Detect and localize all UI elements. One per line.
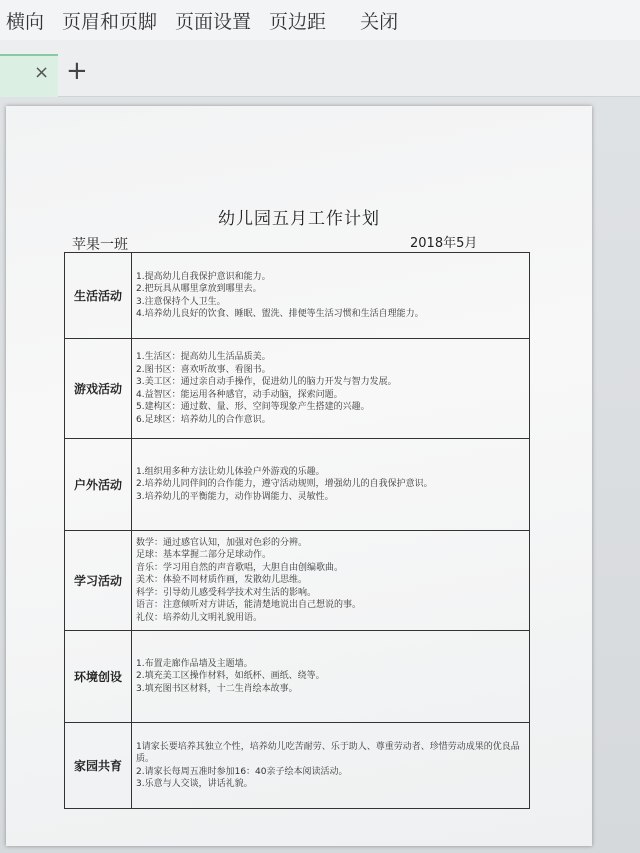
content-line: 数学：通过感官认知，加强对色彩的分辨。 <box>136 537 308 548</box>
content-line: 4.培养幼儿良好的饮食、睡眠、盥洗、排便等生活习惯和生活自理能力。 <box>136 309 424 319</box>
content-line: 1.生活区：提高幼儿生活品质美。 <box>136 352 271 362</box>
content-line: 3.注意保持个人卫生。 <box>136 296 226 307</box>
category-cell: 生活活动 <box>65 253 132 339</box>
content-line: 5.建构区：通过数、量、形、空间等现象产生搭建的兴趣。 <box>136 402 370 412</box>
document-page[interactable] <box>6 106 592 846</box>
page-title: 幼儿园五月工作计划 <box>218 209 380 229</box>
plan-date: 2018年5月 <box>410 236 478 251</box>
content-line: 科学：引导幼儿感受科学技术对生活的影响。 <box>136 587 317 598</box>
close-icon[interactable]: × <box>34 62 50 83</box>
content-line: 1.提高幼儿自我保护意识和能力。 <box>136 271 271 282</box>
category-cell: 环境创设 <box>65 631 132 723</box>
table-row <box>65 253 530 339</box>
content-line: 1.布置走廊作品墙及主题墙。 <box>136 658 253 669</box>
content-cell <box>132 253 530 339</box>
content-cell <box>132 631 530 723</box>
landscape-button[interactable]: 横向 <box>6 10 45 33</box>
content-line: 3.乐意与人交谈，讲话礼貌。 <box>136 779 253 789</box>
content-line: 足球：基本掌握二部分足球动作。 <box>136 550 272 561</box>
content-line: 3.填充图书区材料，十二生肖绘本故事。 <box>136 683 298 694</box>
margins-button[interactable]: 页边距 <box>269 10 327 33</box>
table-row <box>65 531 530 631</box>
content-line: 4.益智区：能运用各种感官，动手动脑，探索问题。 <box>136 389 343 400</box>
content-cell <box>132 723 530 809</box>
table-row <box>65 723 530 809</box>
category-cell: 家园共育 <box>65 723 132 809</box>
table-row <box>65 339 530 439</box>
content-cell <box>132 531 530 631</box>
table-row <box>65 439 530 531</box>
ribbon-toolbar <box>0 0 640 40</box>
content-line: 1请家长要培养其独立个性，培养幼儿吃苦耐劳、乐于助人、尊重劳动者、珍惜劳动成果的优良品质。 <box>136 741 520 764</box>
content-line: 礼仪：培养幼儿文明礼貌用语。 <box>136 612 263 623</box>
category-cell: 学习活动 <box>65 531 132 631</box>
content-line: 6.足球区：培养幼儿的合作意识。 <box>136 414 271 425</box>
content-cell <box>132 339 530 439</box>
content-line: 3.美工区：通过亲自动手操作，促进幼儿的脑力开发与智力发展。 <box>136 377 397 387</box>
content-line: 2.请家长每周五准时参加16：40亲子绘本阅读活动。 <box>136 766 348 777</box>
close-button[interactable]: 关闭 <box>360 10 399 33</box>
table-row <box>65 631 530 723</box>
category-cell: 游戏活动 <box>65 339 132 439</box>
header-footer-button[interactable]: 页眉和页脚 <box>62 10 158 33</box>
tab-bar <box>0 40 640 97</box>
page-setup-button[interactable]: 页面设置 <box>175 10 252 33</box>
content-line: 2.把玩具从哪里拿放到哪里去。 <box>136 284 262 294</box>
content-line: 2.图书区：喜欢听故事、看图书。 <box>136 364 271 375</box>
content-cell <box>132 439 530 531</box>
content-line: 3.培养幼儿的平衡能力，动作协调能力、灵敏性。 <box>136 491 334 502</box>
add-tab-icon[interactable]: + <box>66 56 88 86</box>
class-name: 苹果一班 <box>72 237 128 253</box>
plan-table <box>64 252 530 809</box>
content-line: 1.组织用多种方法让幼儿体验户外游戏的乐趣。 <box>136 466 325 477</box>
content-line: 音乐：学习用自然的声音歌唱，大胆自由创编歌曲。 <box>136 562 344 573</box>
content-line: 2.培养幼儿同伴间的合作能力，遵守活动规则，增强幼儿的自我保护意识。 <box>136 479 433 490</box>
content-line: 语言：注意倾听对方讲话，能清楚地说出自己想说的事。 <box>136 600 362 611</box>
content-line: 美术：体验不同材质作画，发散幼儿思维。 <box>136 575 308 586</box>
content-line: 2.填充美工区操作材料，如纸杯、画纸、绕等。 <box>136 671 325 682</box>
category-cell: 户外活动 <box>65 439 132 531</box>
document-tab[interactable] <box>0 54 58 98</box>
